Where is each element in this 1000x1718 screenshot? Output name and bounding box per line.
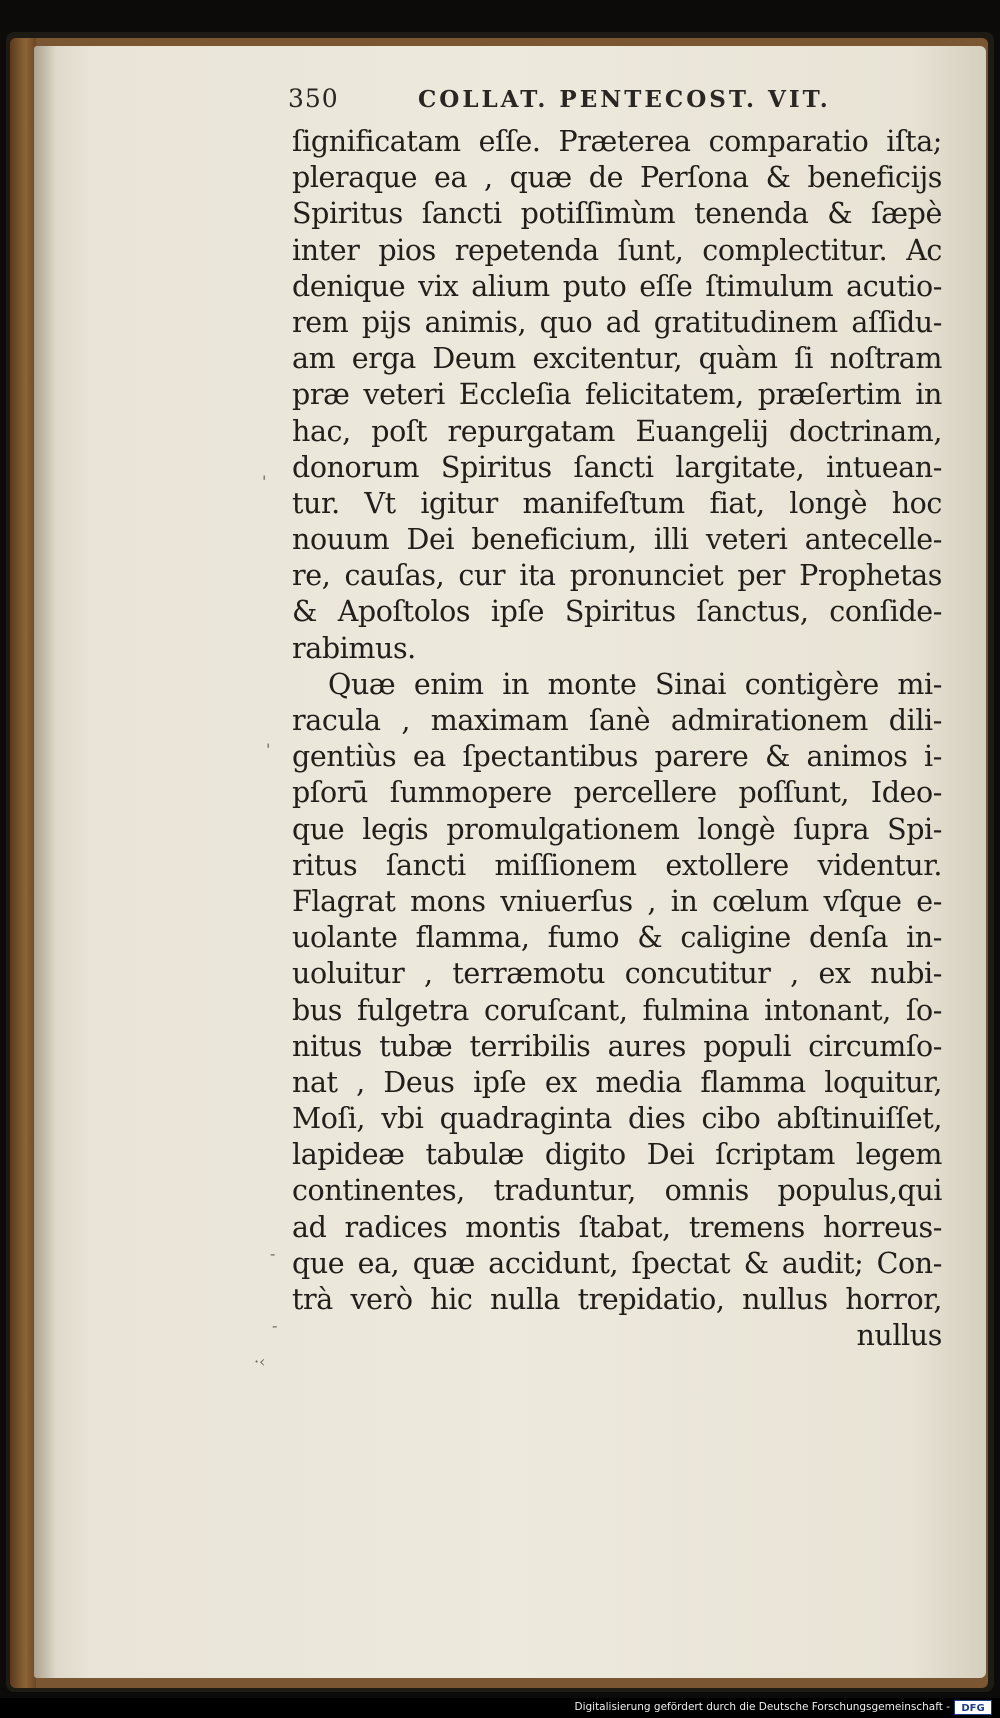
- text-line: continentes, traduntur, omnis populus,qui: [292, 1174, 942, 1208]
- text-line: gentiùs ea ſpectantibus parere & animos i-: [292, 740, 942, 774]
- text-line: donorum Spiritus ſancti largitate, intuean-: [292, 450, 942, 484]
- dfg-logo: DFG: [954, 1700, 992, 1715]
- text-line: nouum Dei beneficium, illi veteri antecelle-: [292, 523, 942, 557]
- text-line: hac, poſt repurgatam Euangelij doctrinam,: [292, 414, 942, 448]
- paragraph-start-line: Quæ enim in monte Sinai contigère mi-: [328, 667, 942, 701]
- text-line: re, cauſas, cur ita pronunciet per Prophetas: [292, 559, 942, 593]
- running-head: COLLAT. PENTECOST. VIT.: [418, 86, 831, 113]
- body-text: [292, 124, 942, 1354]
- text-line: racula , maximam ſanè admirationem dili-: [292, 704, 942, 737]
- margin-tick: -: [272, 1316, 278, 1335]
- text-line: præ veteri Eccleſia felicitatem, præſertim in: [292, 378, 942, 412]
- text-line: uoluitur , terræmotu concutitur , ex nubi-: [292, 957, 942, 991]
- margin-tick: ': [262, 472, 267, 491]
- text-line: nitus tubæ terribilis aures populi circumſo-: [292, 1029, 942, 1063]
- text-line: trà verò hic nulla trepidatio, nullus horror,: [292, 1283, 942, 1316]
- text-line: inter pios repetenda ſunt, complectitur. Ac: [292, 233, 942, 267]
- text-line: pſorū ſummopere percellere poſſunt, Ideo-: [292, 776, 942, 810]
- margin-tick: ': [266, 740, 271, 759]
- text-line: que ea, quæ accidunt, ſpectat & audit; Con-: [292, 1246, 942, 1280]
- text-line: nat , Deus ipſe ex media flamma loquitur,: [292, 1065, 942, 1099]
- footer-credit: Digitalisierung gefördert durch die Deutsche Forschungsgemeinschaft -: [574, 1701, 950, 1713]
- text-line: pleraque ea , quæ de Perſona & beneficijs: [292, 161, 942, 195]
- text-line: tur. Vt igitur manifeſtum fiat, longè hoc: [292, 486, 942, 520]
- text-line: lapideæ tabulæ digito Dei ſcriptam legem: [292, 1138, 942, 1172]
- text-line: ritus ſancti miſſionem extollere videntur.: [292, 848, 942, 882]
- text-line: rabimus.: [292, 631, 416, 665]
- margin-tick: ·‹: [254, 1352, 266, 1371]
- text-line: que legis promulgationem longè ſupra Spi-: [292, 812, 942, 846]
- catchword: nullus: [856, 1319, 942, 1353]
- text-line: ſignificatam eſſe. Præterea comparatio iſta;: [292, 125, 942, 158]
- text-line: Spiritus ſancti potiſſimùm tenenda & ſæpè: [292, 197, 942, 231]
- book-binding: [10, 38, 36, 1688]
- margin-tick: -: [270, 1244, 276, 1263]
- text-line: denique vix alium puto eſſe ſtimulum acutio-: [292, 269, 942, 303]
- text-line: bus fulgetra coruſcant, fulmina intonant, ſo-: [292, 993, 942, 1027]
- page-header: [288, 84, 968, 124]
- text-line: rem pijs animis, quo ad gratitudinem aſſidu-: [292, 305, 942, 339]
- text-line: uolante flamma, fumo & caligine denſa in-: [292, 921, 942, 955]
- text-line: ad radices montis ſtabat, tremens horreus-: [292, 1210, 942, 1244]
- page-number: 350: [288, 84, 339, 113]
- text-line: & Apoſtolos ipſe Spiritus ſanctus, conſide-: [292, 595, 942, 629]
- text-line: Flagrat mons vniuerſus , in cœlum vſque e-: [292, 884, 942, 918]
- text-line: Moſi, vbi quadraginta dies cibo abſtinuiſſet,: [292, 1102, 942, 1136]
- text-line: am erga Deum excitentur, quàm ſi noſtram: [292, 342, 942, 376]
